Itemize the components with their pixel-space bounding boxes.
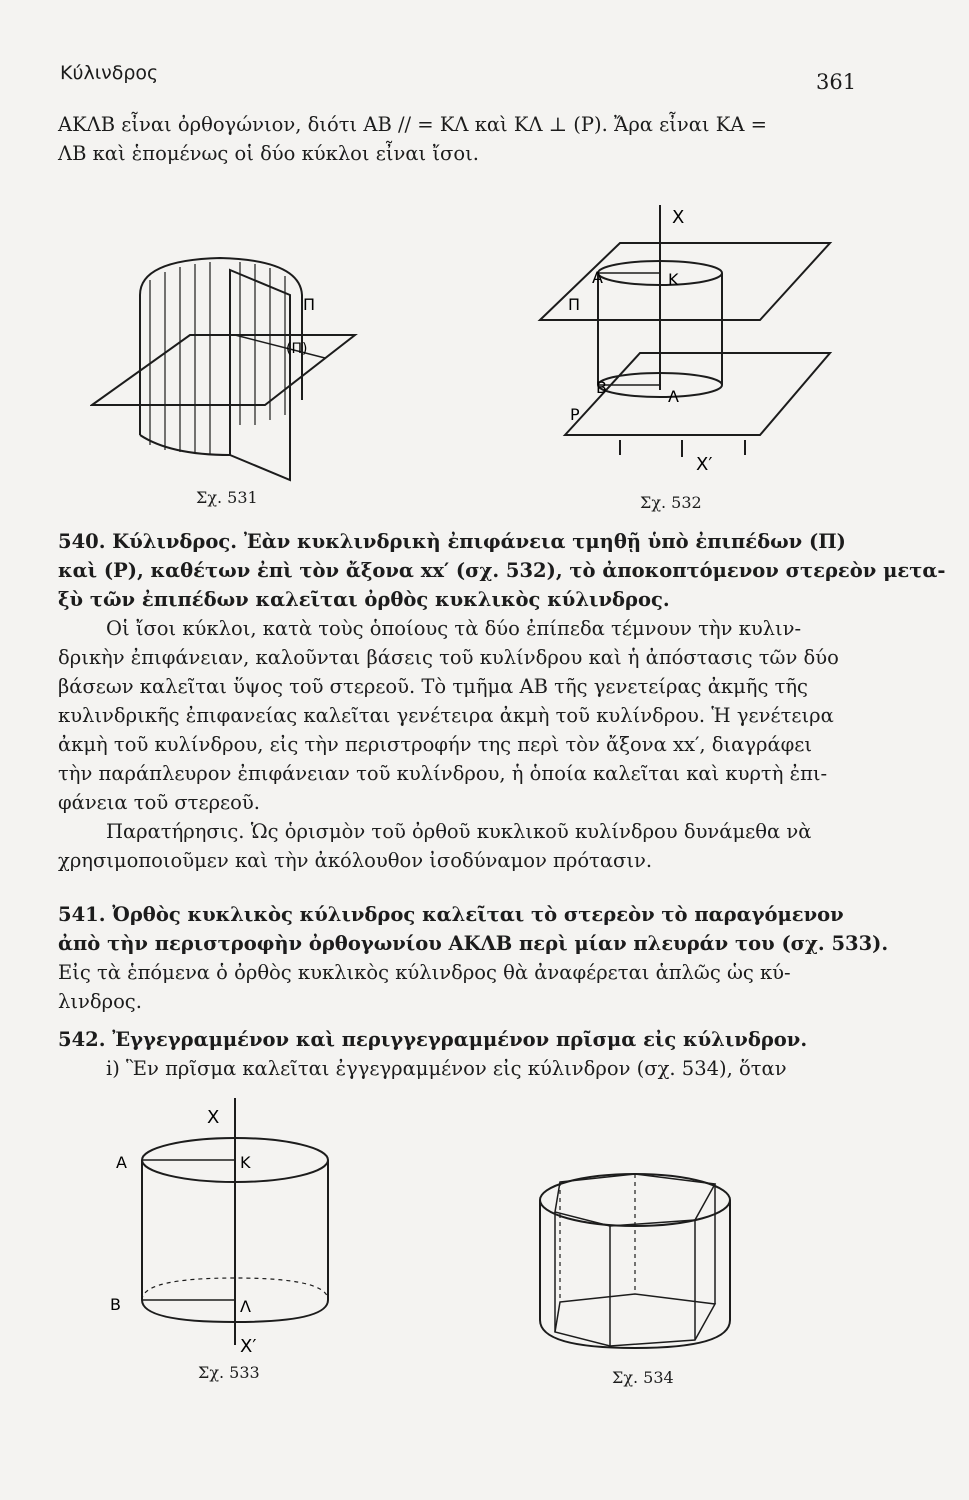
section-540 — [58, 527, 946, 875]
label-k: Κ — [668, 270, 679, 289]
label-pi: Π — [303, 295, 316, 314]
label-x-prime: X′ — [240, 1336, 257, 1357]
figure-533 — [100, 1090, 340, 1370]
s540-line-3: βάσεων καλεῖται ὕψος τοῦ στερεοῦ. Τὸ τμῆμα ΑΒ τῆς γενετείρας ἀκμῆς τῆς — [58, 675, 808, 698]
s541-heading-line-2: ἀπὸ τὴν περιστροφὴν ὀρθογωνίου ΑΚΛΒ περὶ μίαν πλευράν του (σχ. 533). — [58, 932, 889, 955]
label-a: Α — [592, 268, 603, 287]
label-pi-paren: (Π) — [286, 341, 308, 357]
label-x: X — [207, 1107, 220, 1128]
figure-532 — [520, 195, 850, 495]
s540-heading-line-3: ξὺ τῶν ἐπιπέδων καλεῖται ὀρθὸς κυκλικὸς κύλινδρος. — [58, 588, 670, 611]
intro-line-1: ΑΚΛΒ εἶναι ὀρθογώνιον, διότι ΑΒ // = ΚΛ καὶ ΚΛ ⊥ (Ρ). Ἄρα εἶναι ΚΑ = — [58, 113, 767, 136]
label-l: Λ — [240, 1297, 251, 1316]
plane-polygon — [92, 335, 355, 405]
s540-line-2: δρικὴν ἐπιφάνειαν, καλοῦνται βάσεις τοῦ κυλίνδρου καὶ ἡ ἀπόστασις τῶν δύο — [58, 646, 839, 669]
intro-paragraph — [58, 110, 848, 168]
running-header: Κύλινδρος — [60, 62, 159, 84]
caption-532: Σχ. 532 — [640, 493, 702, 512]
label-b: Β — [110, 1295, 121, 1314]
note-line-2: χρησιμοποιοῦμεν καὶ τὴν ἀκόλουθον ἰσοδύναμον πρότασιν. — [58, 849, 653, 872]
label-x: X — [672, 207, 685, 228]
plane-pi — [540, 243, 830, 320]
s541-line-3: Εἰς τὰ ἑπόμενα ὁ ὀρθὸς κυκλικὸς κύλινδρος θὰ ἀναφέρεται ἁπλῶς ὡς κύ- — [58, 961, 791, 984]
note-line-1: Παρατήρησις. Ὡς ὁρισμὸν τοῦ ὀρθοῦ κυκλικοῦ κυλίνδρου δυνάμεθα νὰ — [106, 820, 812, 843]
caption-534: Σχ. 534 — [612, 1368, 674, 1387]
s542-line-2: i) Ἓν πρῖσμα καλεῖται ἐγγεγραμμένον εἰς κύλινδρον (σχ. 534), ὅταν — [106, 1057, 787, 1080]
page-number: 361 — [816, 70, 857, 94]
caption-531: Σχ. 531 — [196, 488, 258, 507]
s541-line-4: λινδρος. — [58, 990, 142, 1013]
s540-line-5: ἀκμὴ τοῦ κυλίνδρου, εἰς τὴν περιστροφήν της περὶ τὸν ἄξονα xx′, διαγράφει — [58, 733, 813, 756]
s540-line-6: τὴν παράπλευρον ἐπιφάνειαν τοῦ κυλίνδρου, ἡ ὁποία καλεῖται καὶ κυρτὴ ἐπι- — [58, 762, 828, 785]
figure-534 — [515, 1160, 755, 1370]
caption-533: Σχ. 533 — [198, 1363, 260, 1382]
label-k: Κ — [240, 1153, 251, 1172]
s542-heading: 542. Ἐγγεγραμμένον καὶ περιγγεγραμμένον πρῖσμα εἰς κύλινδρον. — [58, 1028, 808, 1051]
section-541 — [58, 900, 889, 1016]
label-a: Α — [116, 1153, 127, 1172]
s540-line-1: Οἱ ἴσοι κύκλοι, κατὰ τοὺς ὁποίους τὰ δύο ἐπίπεδα τέμνουν τὴν κυλιν- — [106, 617, 802, 640]
section-542 — [58, 1025, 848, 1083]
label-pi: Π — [568, 295, 581, 314]
label-x-prime: X′ — [696, 454, 713, 475]
s540-line-7: φάνεια τοῦ στερεοῦ. — [58, 791, 260, 814]
s540-line-4: κυλινδρικῆς ἐπιφανείας καλεῖται γενέτειρα ἀκμὴ τοῦ κυλίνδρου. Ἡ γενέτειρα — [58, 704, 834, 727]
s540-heading-line-2: καὶ (Ρ), καθέτων ἐπὶ τὸν ἄξονα xx′ (σχ. 532), τὸ ἀποκοπτόμενον στερεὸν μετα- — [58, 559, 946, 582]
bottom-polygon — [555, 1294, 715, 1346]
figure-531 — [90, 240, 370, 490]
label-l: Λ — [668, 387, 679, 406]
s540-heading-line-1: 540. Κύλινδρος. Ἐὰν κυκλινδρικὴ ἐπιφάνεια τμηθῇ ὑπὸ ἐπιπέδων (Π) — [58, 530, 846, 553]
label-b: Β — [596, 378, 607, 397]
s541-heading-line-1: 541. Ὀρθὸς κυκλικὸς κύλινδρος καλεῖται τὸ στερεὸν τὸ παραγόμενον — [58, 903, 844, 926]
label-rho: Ρ — [570, 405, 580, 424]
intro-line-2: ΛΒ καὶ ἑπομένως οἱ δύο κύκλοι εἶναι ἴσοι. — [58, 142, 479, 165]
